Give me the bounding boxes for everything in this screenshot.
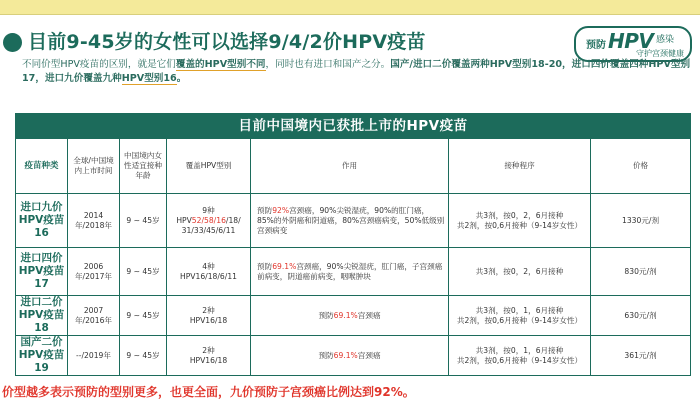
table-row xyxy=(16,248,691,296)
table-caption: 目前中国境内已获批上市的HPV疫苗 xyxy=(16,114,691,139)
column-header: 疫苗种类 xyxy=(16,139,68,194)
effect-prefix: 预防 xyxy=(318,310,334,320)
effect-prefix: 预防 xyxy=(318,350,334,360)
column-header: 作用 xyxy=(251,139,449,194)
price: 830元/剂 xyxy=(591,248,691,296)
effect-percent: 69.1% xyxy=(272,261,297,271)
launch-time: 2014年/2018年 xyxy=(68,194,120,248)
column-header: 价格 xyxy=(591,139,691,194)
schedule: 共3剂，按0，1，6月接种 共2剂，按0,6月接种（9-14岁女性） xyxy=(449,336,591,376)
effect-text xyxy=(251,336,449,376)
table-row xyxy=(16,296,691,336)
hpv-types-label: 4种 xyxy=(202,261,215,271)
logo-hpv: HPV xyxy=(608,29,654,53)
launch-time: 2007年/2016年 xyxy=(68,296,120,336)
hpv-types-prefix: HPV xyxy=(176,215,192,225)
logo-slogan: 守护宫颈健康 xyxy=(636,49,684,58)
vaccine-name: 国产二价HPV疫苗19 xyxy=(16,336,68,376)
column-header: 覆盖HPV型别 xyxy=(167,139,251,194)
logo-suffix: 感染 xyxy=(656,35,675,45)
launch-time: --/2019年 xyxy=(68,336,120,376)
age-range: 9 ~ 45岁 xyxy=(120,296,167,336)
intro-paragraph xyxy=(22,58,694,86)
age-range: 9 ~ 45岁 xyxy=(120,194,167,248)
hpv-types xyxy=(167,336,251,376)
intro-part-4: 国产/进口二价覆盖两种HPV型别18-20，进口四价覆盖四种HPV型别17，进口九价覆盖九种 xyxy=(22,59,691,84)
hpv-logo xyxy=(574,26,692,62)
intro-highlight-nine: HPV型别16 xyxy=(121,73,177,84)
schedule: 共3剂，按0，2，6月接种 xyxy=(449,248,591,296)
footer-note: 价型越多表示预防的型别更多，也更全面，九价预防子宫颈癌比例达到92%。 xyxy=(2,385,415,399)
hpv-types-line-1 xyxy=(169,216,248,226)
effect-percent: 69.1% xyxy=(333,350,358,360)
column-header: 中国境内女性适宜接种年龄 xyxy=(120,139,167,194)
age-range: 9 ~ 45岁 xyxy=(120,336,167,376)
vaccine-name: 进口四价HPV疫苗17 xyxy=(16,248,68,296)
top-band-divider xyxy=(0,14,700,15)
table-row xyxy=(16,194,691,248)
hpv-types-list: HPV16/18/6/11 xyxy=(180,271,237,281)
intro-part-1: 不同价型HPV疫苗的区别，就是它们 xyxy=(22,59,176,70)
effect-percent: 92% xyxy=(272,205,290,215)
schedule: 共3剂，按0，1，6月接种 共2剂，按0,6月接种（9-14岁女性） xyxy=(449,296,591,336)
hpv-types-list: HPV16/18 xyxy=(189,355,228,365)
vaccine-table xyxy=(15,113,691,376)
hpv-types-label: 9种 xyxy=(202,205,215,215)
intro-part-3: ，同时也有进口和国产之分。 xyxy=(265,59,391,70)
effect-body: 宫颈癌 xyxy=(357,310,381,320)
top-band xyxy=(0,0,700,14)
title-bullet-icon xyxy=(3,33,22,52)
hpv-types xyxy=(167,194,251,248)
vaccine-name: 进口二价HPV疫苗18 xyxy=(16,296,68,336)
effect-body: 宫颈癌，90%尖锐湿疣，90%的肛门癌，85%的外阴癌和阴道癌，80%宫颈癌病变，50%低级别宫颈病变 xyxy=(257,205,445,235)
schedule: 共3剂，按0，2，6月接种 共2剂，按0,6月接种（9-14岁女性） xyxy=(449,194,591,248)
price: 1330元/剂 xyxy=(591,194,691,248)
intro-part-6: 。 xyxy=(176,73,187,84)
effect-text xyxy=(251,194,449,248)
effect-prefix: 预防 xyxy=(257,261,273,271)
hpv-types-mid: /18/ xyxy=(225,215,241,225)
hpv-types-list: HPV16/18 xyxy=(189,315,228,325)
hpv-types-label: 2种 xyxy=(202,305,215,315)
page-title: 目前9-45岁的女性可以选择9/4/2价HPV疫苗 xyxy=(28,31,426,53)
price: 630元/剂 xyxy=(591,296,691,336)
hpv-types-line-2: 31/33/45/6/11 xyxy=(181,225,236,235)
table-header-row xyxy=(16,139,691,194)
hpv-types xyxy=(167,248,251,296)
launch-time: 2006年/2017年 xyxy=(68,248,120,296)
hpv-types-highlight: 52/58/16 xyxy=(191,215,226,225)
effect-body: 宫颈癌，90%尖锐湿疣，肛门癌，子宫颈癌前病变，阴道癌前病变，咽喉肿块 xyxy=(257,261,443,281)
hpv-types xyxy=(167,296,251,336)
effect-text xyxy=(251,296,449,336)
column-header: 全球/中国境内上市时间 xyxy=(68,139,120,194)
effect-prefix: 预防 xyxy=(257,205,273,215)
effect-body: 宫颈癌 xyxy=(357,350,381,360)
table-row xyxy=(16,336,691,376)
logo-prefix: 预防 xyxy=(586,40,606,51)
effect-percent: 69.1% xyxy=(333,310,358,320)
intro-highlight-types: 覆盖的HPV型别不同 xyxy=(175,59,266,70)
column-header: 接种程序 xyxy=(449,139,591,194)
hpv-types-label: 2种 xyxy=(202,345,215,355)
vaccine-name: 进口九价HPV疫苗16 xyxy=(16,194,68,248)
age-range: 9 ~ 45岁 xyxy=(120,248,167,296)
price: 361元/剂 xyxy=(591,336,691,376)
effect-text xyxy=(251,248,449,296)
